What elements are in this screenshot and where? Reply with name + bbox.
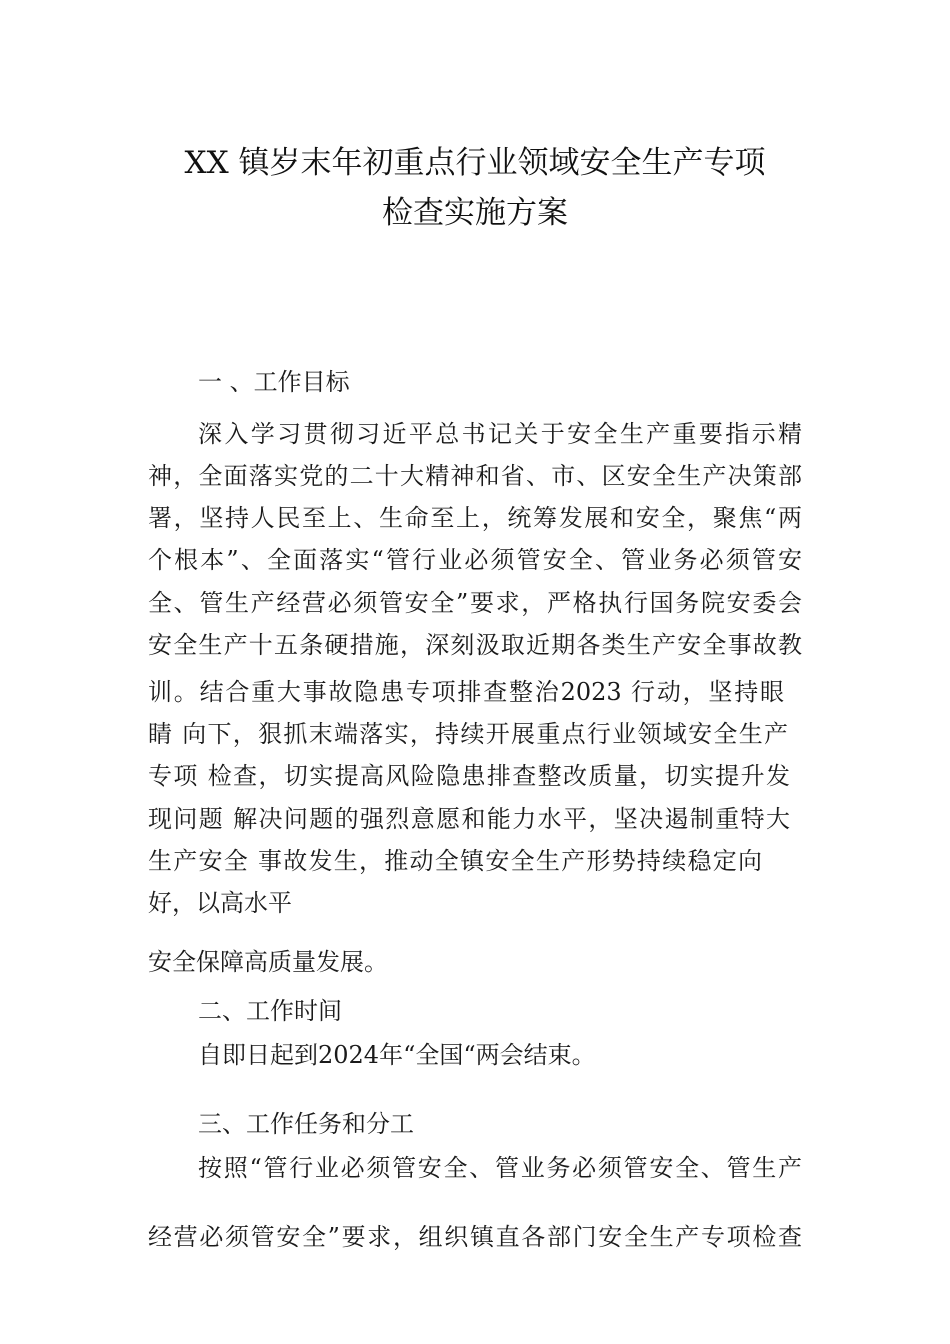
paragraph-line: 深入学习贯彻习近平总书记关于安全生产重要指示精 <box>198 420 802 448</box>
paragraph-line: 自即日起到2024年“全国“两会结束。 <box>198 1041 596 1069</box>
paragraph-line: 生产安全 事故发生，推动全镇安全生产形势持续稳定向 <box>148 847 762 875</box>
section-heading-work-time: 二、工作时间 <box>198 997 342 1025</box>
paragraph-line: 署，坚持人民至上、生命至上，统筹发展和安全，聚焦“两 <box>148 504 802 532</box>
section-heading-tasks-and-division: 三、工作任务和分工 <box>198 1110 414 1138</box>
paragraph-line: 按照“管行业必须管安全、管业务必须管安全、管生产 <box>198 1154 802 1182</box>
paragraph-line: 专项 检查，切实提高风险隐患排查整改质量，切实提升发 <box>148 762 790 790</box>
section-heading-work-goals: 一 、工作目标 <box>198 368 350 396</box>
document-title-prefix: XX <box>184 145 229 181</box>
document-title-text: 镇岁末年初重点行业领域安全生产专项 <box>238 145 766 181</box>
paragraph-line: 睛 向下，狠抓末端落实，持续开展重点行业领域安全生产 <box>148 720 788 748</box>
paragraph-line: 安全保障高质量发展。 <box>148 948 388 976</box>
paragraph-line: 神，全面落实党的二十大精神和省、市、区安全生产决策部 <box>148 462 802 490</box>
paragraph-line: 个根本”、全面落实“管行业必须管安全、管业务必须管安 <box>148 546 802 574</box>
document-title-line-2: 检查实施方案 <box>382 195 568 231</box>
document-title-line-1 <box>0 143 950 183</box>
paragraph-line: 好，以高水平 <box>148 889 292 917</box>
paragraph-line: 训。结合重大事故隐患专项排查整治2023 行动，坚持眼 <box>148 678 784 706</box>
paragraph-line: 经营必须管安全”要求，组织镇直各部门安全生产专项检查 <box>148 1223 802 1251</box>
paragraph-line: 安全生产十五条硬措施，深刻汲取近期各类生产安全事故教 <box>148 631 802 659</box>
paragraph-line: 现问题 解决问题的强烈意愿和能力水平，坚决遏制重特大 <box>148 805 790 833</box>
paragraph-line: 全、管生产经营必须管安全”要求，严格执行国务院安委会 <box>148 589 802 617</box>
